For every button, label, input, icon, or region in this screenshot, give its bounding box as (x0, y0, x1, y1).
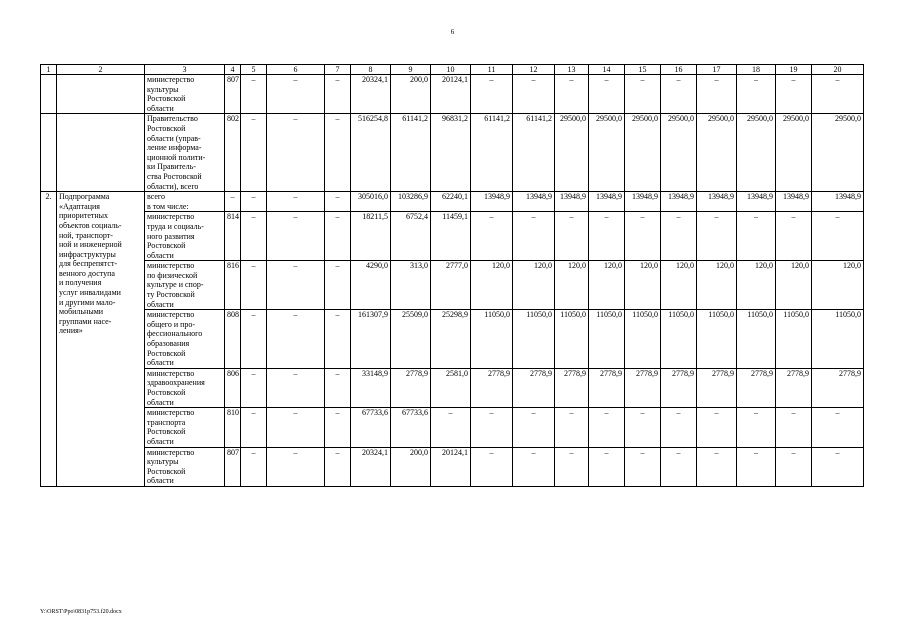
value-cell: – (471, 447, 513, 486)
value-cell: – (241, 192, 267, 212)
value-cell: – (812, 447, 864, 486)
executor-line: Ростовской (147, 348, 186, 358)
code-cell: – (225, 192, 241, 212)
value-cell: 120,0 (589, 261, 625, 310)
value-cell: 11050,0 (661, 310, 697, 369)
column-header: 11 (471, 65, 513, 75)
code-cell: 807 (225, 447, 241, 486)
column-header: 12 (513, 65, 555, 75)
file-path-footer: Y:\ORST\Ppo\0831p753.f20.docx (40, 609, 122, 615)
value-cell: 103286,9 (391, 192, 431, 212)
program-name-line: приоритетных (59, 211, 109, 221)
value-cell: 13948,9 (513, 192, 555, 212)
value-cell: – (325, 75, 351, 114)
value-cell: – (661, 212, 697, 261)
executor-line: Ростовской (147, 427, 186, 437)
executor-line: ного развития (147, 231, 195, 241)
value-cell: 20324,1 (351, 75, 391, 114)
executor-cell (145, 310, 225, 369)
column-header: 6 (267, 65, 325, 75)
row-number-cell (41, 114, 57, 192)
executor-cell (145, 368, 225, 407)
value-cell: – (325, 261, 351, 310)
executor-cell (145, 192, 225, 212)
value-cell: – (589, 212, 625, 261)
value-cell: 120,0 (471, 261, 513, 310)
value-cell: 61141,2 (471, 114, 513, 192)
program-name-line: услуг инвалидами (59, 288, 121, 298)
value-cell: 13948,9 (737, 192, 776, 212)
value-cell: 6752,4 (391, 212, 431, 261)
value-cell: – (267, 212, 325, 261)
value-cell: – (737, 408, 776, 447)
executor-line: культуре и спор- (147, 280, 204, 290)
value-cell: 67733,6 (391, 408, 431, 447)
table-row (41, 368, 864, 407)
value-cell: – (471, 75, 513, 114)
value-cell: 2581,0 (431, 368, 471, 407)
program-name-line: ной, транспорт- (59, 230, 113, 240)
column-header: 19 (776, 65, 812, 75)
value-cell: – (241, 75, 267, 114)
value-cell: – (241, 212, 267, 261)
column-header: 7 (325, 65, 351, 75)
column-header: 14 (589, 65, 625, 75)
program-name-line: ной и инженерной (59, 240, 122, 250)
executor-line: культуры (147, 457, 179, 467)
value-cell: – (737, 75, 776, 114)
table-body (41, 65, 864, 487)
value-cell: – (513, 447, 555, 486)
executor-line: министерство (147, 408, 195, 418)
value-cell: – (812, 212, 864, 261)
value-cell: – (267, 310, 325, 369)
value-cell: 29500,0 (661, 114, 697, 192)
value-cell: – (625, 447, 661, 486)
column-header: 16 (661, 65, 697, 75)
executor-line: ки Правитель- (147, 162, 196, 172)
value-cell: 11050,0 (697, 310, 737, 369)
value-cell: – (555, 212, 589, 261)
executor-cell (145, 75, 225, 114)
value-cell: – (325, 212, 351, 261)
executor-line: области (147, 397, 174, 407)
program-name-line: объектов социаль- (59, 220, 122, 230)
table-row (41, 75, 864, 114)
code-cell: 816 (225, 261, 241, 310)
value-cell: – (555, 75, 589, 114)
value-cell: 11050,0 (589, 310, 625, 369)
value-cell: 13948,9 (625, 192, 661, 212)
value-cell: – (513, 408, 555, 447)
value-cell: 13948,9 (471, 192, 513, 212)
value-cell: 25509,0 (391, 310, 431, 369)
program-name-line: группами насе- (59, 316, 112, 326)
executor-line: министерство (147, 310, 195, 320)
value-cell: 4290,0 (351, 261, 391, 310)
code-cell: 810 (225, 408, 241, 447)
value-cell: – (589, 408, 625, 447)
executor-line: Ростовской (147, 241, 186, 251)
value-cell: – (555, 408, 589, 447)
column-header: 10 (431, 65, 471, 75)
value-cell: – (697, 447, 737, 486)
code-cell: 814 (225, 212, 241, 261)
value-cell: 11459,1 (431, 212, 471, 261)
value-cell: 120,0 (812, 261, 864, 310)
value-cell: – (267, 114, 325, 192)
value-cell: 120,0 (776, 261, 812, 310)
page-number: 6 (450, 28, 455, 36)
value-cell: – (737, 212, 776, 261)
column-header: 5 (241, 65, 267, 75)
executor-line: Ростовской (147, 388, 186, 397)
value-cell: – (431, 408, 471, 447)
value-cell: 61141,2 (391, 114, 431, 192)
table-row (41, 261, 864, 310)
executor-cell (145, 114, 225, 192)
executor-line: Правительство (147, 114, 198, 124)
value-cell: – (625, 212, 661, 261)
table-row (41, 192, 864, 212)
value-cell: 120,0 (697, 261, 737, 310)
value-cell: 161307,9 (351, 310, 391, 369)
value-cell: 13948,9 (589, 192, 625, 212)
code-cell: 808 (225, 310, 241, 369)
program-name-line: Подпрограмма (59, 192, 110, 202)
executor-line: ту Ростовской (147, 290, 195, 300)
program-name-cell (57, 75, 145, 114)
value-cell: 11050,0 (555, 310, 589, 369)
value-cell: 2778,9 (391, 368, 431, 407)
value-cell: 11050,0 (737, 310, 776, 369)
value-cell: – (267, 192, 325, 212)
executor-line: труда и социаль- (147, 221, 204, 231)
program-name-line: венного доступа (59, 268, 115, 278)
value-cell: 29500,0 (737, 114, 776, 192)
executor-line: Ростовской (147, 94, 186, 104)
value-cell: – (325, 310, 351, 369)
row-number-cell: 2. (41, 192, 57, 487)
executor-line: области (управ- (147, 133, 201, 143)
executor-line: по физической (147, 270, 198, 280)
value-cell: – (471, 212, 513, 261)
program-name-line: мобильными (59, 307, 104, 317)
program-name-line: и получения (59, 278, 102, 288)
value-cell: 2778,9 (555, 368, 589, 407)
column-header: 13 (555, 65, 589, 75)
value-cell: – (697, 212, 737, 261)
executor-line: области (147, 250, 174, 260)
value-cell: – (267, 447, 325, 486)
executor-line: Ростовской (147, 123, 186, 133)
executor-line: фессионального (147, 329, 203, 339)
value-cell: – (697, 408, 737, 447)
value-cell: – (267, 368, 325, 407)
value-cell: – (589, 447, 625, 486)
value-cell: 120,0 (737, 261, 776, 310)
value-cell: – (776, 212, 812, 261)
value-cell: 120,0 (661, 261, 697, 310)
value-cell: 20124,1 (431, 75, 471, 114)
value-cell: 29500,0 (697, 114, 737, 192)
value-cell: 29500,0 (776, 114, 812, 192)
value-cell: 11050,0 (812, 310, 864, 369)
executor-line: в том числе: (147, 201, 189, 211)
value-cell: – (241, 114, 267, 192)
row-number-cell (41, 75, 57, 114)
executor-line: образования (147, 339, 190, 349)
executor-line: министерство (147, 447, 195, 457)
program-name-line: «Адаптация (59, 201, 100, 211)
value-cell: – (737, 447, 776, 486)
value-cell: 20124,1 (431, 447, 471, 486)
value-cell: – (625, 75, 661, 114)
executor-line: области (147, 103, 174, 113)
value-cell: 67733,6 (351, 408, 391, 447)
value-cell: 29500,0 (555, 114, 589, 192)
executor-line: министерство (147, 212, 195, 222)
program-name-line: и другими мало- (59, 297, 116, 307)
value-cell: 120,0 (625, 261, 661, 310)
value-cell: 11050,0 (625, 310, 661, 369)
executor-line: области (147, 358, 174, 368)
value-cell: 2778,9 (776, 368, 812, 407)
code-cell: 807 (225, 75, 241, 114)
value-cell: 96831,2 (431, 114, 471, 192)
executor-line: области), всего (147, 181, 199, 191)
value-cell: – (241, 408, 267, 447)
program-name-line: инфраструктуры (59, 249, 116, 259)
value-cell: – (513, 212, 555, 261)
executor-cell (145, 447, 225, 486)
value-cell: – (625, 408, 661, 447)
table-row (41, 310, 864, 369)
value-cell: 200,0 (391, 447, 431, 486)
value-cell: 313,0 (391, 261, 431, 310)
value-cell: 516254,8 (351, 114, 391, 192)
table-row (41, 114, 864, 192)
column-header: 3 (145, 65, 225, 75)
column-header: 8 (351, 65, 391, 75)
value-cell: 13948,9 (776, 192, 812, 212)
value-cell: – (241, 368, 267, 407)
column-header: 4 (225, 65, 241, 75)
value-cell: – (776, 75, 812, 114)
value-cell: 33148,9 (351, 368, 391, 407)
value-cell: 11050,0 (513, 310, 555, 369)
column-header: 2 (57, 65, 145, 75)
value-cell: 2778,9 (625, 368, 661, 407)
value-cell: – (776, 408, 812, 447)
value-cell: 2778,9 (812, 368, 864, 407)
value-cell: – (697, 75, 737, 114)
value-cell: 2778,9 (697, 368, 737, 407)
value-cell: – (267, 261, 325, 310)
value-cell: 120,0 (513, 261, 555, 310)
value-cell: 13948,9 (812, 192, 864, 212)
value-cell: – (661, 447, 697, 486)
value-cell: 2778,9 (589, 368, 625, 407)
value-cell: – (661, 408, 697, 447)
value-cell: – (267, 75, 325, 114)
column-header: 9 (391, 65, 431, 75)
executor-line: ства Ростовской (147, 171, 202, 181)
value-cell: – (812, 408, 864, 447)
executor-line: области (147, 436, 174, 446)
table-row (41, 408, 864, 447)
program-name-line: ления» (59, 326, 83, 336)
value-cell: – (325, 408, 351, 447)
value-cell: 11050,0 (776, 310, 812, 369)
program-name-line: для беспрепятст- (59, 259, 118, 269)
value-cell: 13948,9 (661, 192, 697, 212)
column-header: 18 (737, 65, 776, 75)
executor-line: области (147, 299, 174, 309)
value-cell: – (513, 75, 555, 114)
value-cell: – (776, 447, 812, 486)
value-cell: 29500,0 (589, 114, 625, 192)
column-header: 1 (41, 65, 57, 75)
value-cell: 25298,9 (431, 310, 471, 369)
executor-line: всего (147, 192, 166, 202)
value-cell: – (471, 408, 513, 447)
executor-line: ление информа- (147, 143, 202, 153)
value-cell: 2778,9 (513, 368, 555, 407)
value-cell: – (589, 75, 625, 114)
value-cell: – (267, 408, 325, 447)
column-header: 17 (697, 65, 737, 75)
executor-line: министерство (147, 261, 195, 271)
value-cell: – (241, 310, 267, 369)
value-cell: 13948,9 (697, 192, 737, 212)
value-cell: 61141,2 (513, 114, 555, 192)
column-header: 20 (812, 65, 864, 75)
value-cell: 13948,9 (555, 192, 589, 212)
value-cell: – (325, 447, 351, 486)
executor-line: общего и про- (147, 319, 196, 329)
program-name-cell (57, 114, 145, 192)
program-name-cell (57, 192, 145, 487)
executor-cell (145, 212, 225, 261)
value-cell: 305016,0 (351, 192, 391, 212)
value-cell: 62240,1 (431, 192, 471, 212)
executor-line: Ростовской (147, 466, 186, 476)
value-cell: 2778,9 (737, 368, 776, 407)
value-cell: 29500,0 (625, 114, 661, 192)
table-row (41, 447, 864, 486)
value-cell: 18211,5 (351, 212, 391, 261)
value-cell: 2778,9 (661, 368, 697, 407)
table-row (41, 212, 864, 261)
value-cell: 2777,0 (431, 261, 471, 310)
value-cell: 120,0 (555, 261, 589, 310)
value-cell: 200,0 (391, 75, 431, 114)
value-cell: 11050,0 (471, 310, 513, 369)
executor-line: области (147, 476, 174, 486)
value-cell: – (812, 75, 864, 114)
value-cell: – (325, 368, 351, 407)
budget-table (40, 64, 864, 487)
executor-line: транспорта (147, 417, 186, 427)
column-header-row (41, 65, 864, 75)
value-cell: – (241, 447, 267, 486)
executor-line: министерство (147, 75, 195, 84)
value-cell: – (325, 192, 351, 212)
column-header: 15 (625, 65, 661, 75)
executor-line: министерство (147, 368, 195, 378)
value-cell: 29500,0 (812, 114, 864, 192)
executor-line: здравоохранения (147, 378, 205, 388)
executor-line: ционной полити- (147, 152, 206, 162)
value-cell: 2778,9 (471, 368, 513, 407)
value-cell: 20324,1 (351, 447, 391, 486)
executor-line: культуры (147, 84, 179, 94)
value-cell: – (241, 261, 267, 310)
value-cell: – (661, 75, 697, 114)
code-cell: 802 (225, 114, 241, 192)
code-cell: 806 (225, 368, 241, 407)
value-cell: – (555, 447, 589, 486)
executor-cell (145, 261, 225, 310)
executor-cell (145, 408, 225, 447)
value-cell: – (325, 114, 351, 192)
